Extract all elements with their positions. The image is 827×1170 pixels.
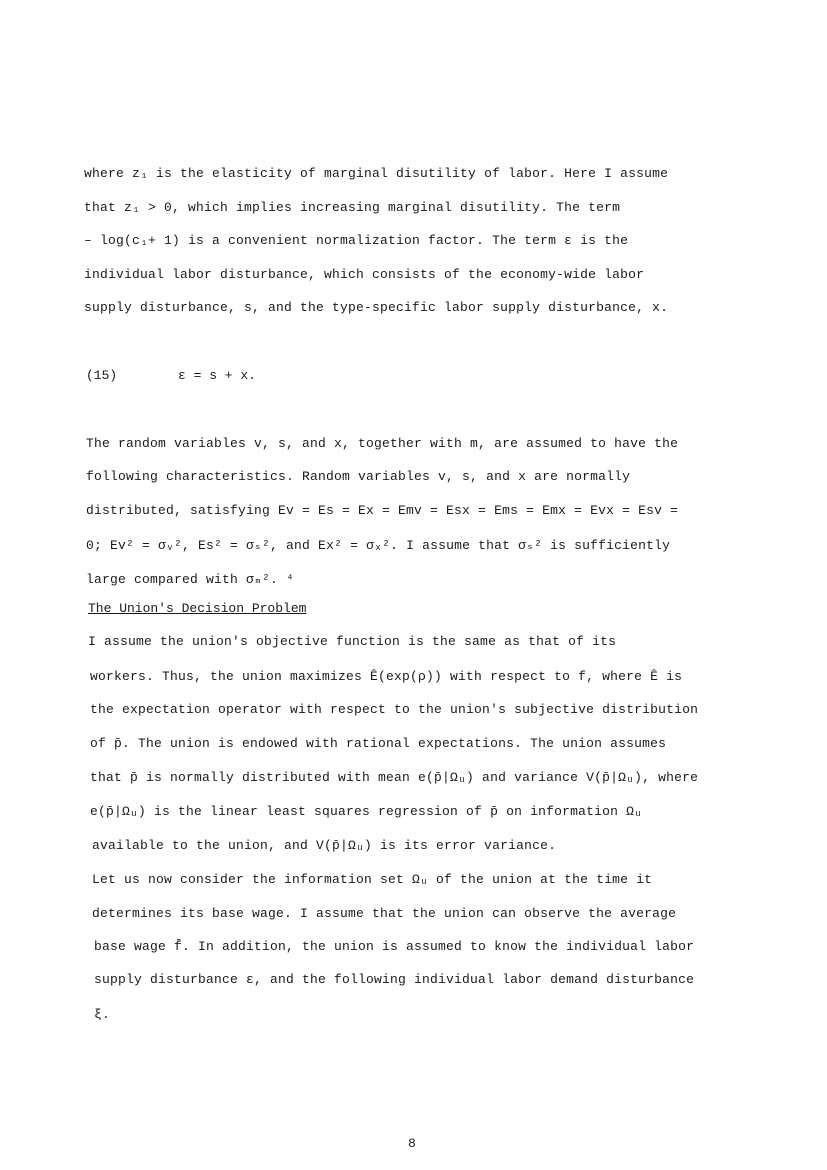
paragraph1-line-5: supply disturbance, s, and the type-specific labor supply disturbance, x. [84,300,669,315]
paragraph2-line-3: distributed, satisfying Ev = Es = Ex = Emv = Esx = Ems = Emx = Evx = Esv = [86,503,679,518]
paragraph3-line-1: I assume the union's objective function is the same as that of its [88,634,617,649]
page-number: 8 [408,1136,416,1151]
paragraph4-line-3: base wage f̄. In addition, the union is assumed to know the individual labor [94,939,695,954]
paragraph4-line-2: determines its base wage. I assume that the union can observe the average [92,906,677,921]
paragraph4-line-4: supply disturbance ε, and the following individual labor demand disturbance [94,972,695,987]
paragraph3-line-6: e(p̄|Ωᵤ) is the linear least squares regression of p̄ on information Ωᵤ [90,804,643,819]
section-heading: The Union's Decision Problem [88,601,307,616]
paragraph2-line-5: large compared with σₘ². ⁴ [86,572,295,587]
paragraph2-line-4: 0; Ev² = σᵥ², Es² = σₛ², and Ex² = σₓ². I assume that σₛ² is sufficiently [86,538,671,553]
paragraph4-line-1: Let us now consider the information set Ωᵤ of the union at the time it [92,872,653,887]
paragraph3-line-2: workers. Thus, the union maximizes Ê(exp(ρ)) with respect to f, where Ê is [90,669,683,684]
paragraph3-line-3: the expectation operator with respect to the union's subjective distribution [90,702,699,717]
paragraph4-line-5: ξ. [94,1007,111,1022]
paragraph1-line-3: – log(c₁+ 1) is a convenient normalization factor. The term ε is the [84,233,629,248]
paragraph1-line-1: where z₁ is the elasticity of marginal disutility of labor. Here I assume [84,166,669,181]
paragraph1-line-2: that z₁ > 0, which implies increasing marginal disutility. The term [84,200,621,215]
paragraph2-line-2: following characteristics. Random variables v, s, and x are normally [86,469,631,484]
paragraph2-line-1: The random variables v, s, and x, together with m, are assumed to have the [86,436,679,451]
paragraph3-line-4: of p̄. The union is endowed with rational expectations. The union assumes [90,736,667,751]
paragraph1-line-4: individual labor disturbance, which consists of the economy-wide labor [84,267,645,282]
equation-expression: ε = s + x. [178,368,257,383]
equation-number: (15) [86,368,118,383]
paragraph3-line-5: that p̄ is normally distributed with mean e(p̄|Ωᵤ) and variance V(p̄|Ωᵤ), where [90,770,699,785]
paragraph3-line-7: available to the union, and V(p̄|Ωᵤ) is its error variance. [92,838,557,853]
